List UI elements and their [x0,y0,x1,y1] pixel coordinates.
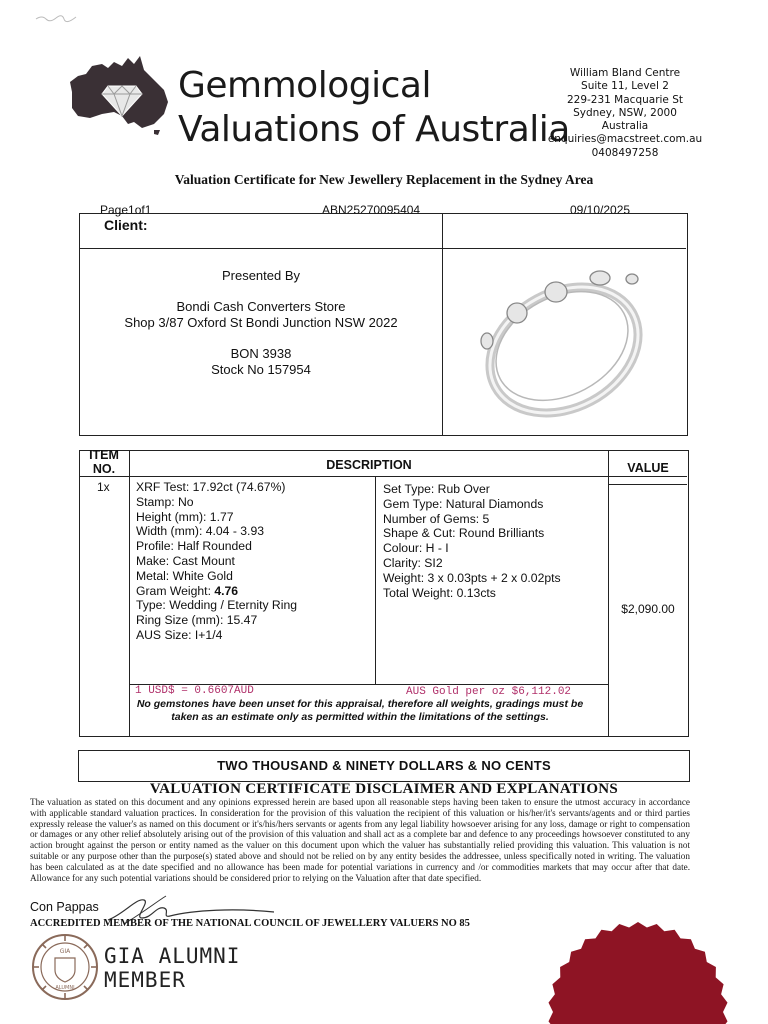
client-column-divider [442,213,443,435]
presented-block [80,268,442,379]
gia-seal-logo [30,932,100,1002]
address-line: Australia [601,120,649,133]
store-code: BON 3938 [230,345,292,361]
spec-line: Profile: Half Rounded [136,539,252,554]
appraisal-note [120,698,600,724]
store-name: Bondi Cash Converters Store [176,298,346,314]
phone-number: 0408497258 [591,146,659,159]
shield-icon [55,958,75,982]
item-value: $2,090.00 [621,602,675,616]
spec-line: Shape & Cut: Round Brilliants [383,526,545,541]
ring-photo [460,260,660,430]
table-col-divider [129,450,130,736]
page-number: Page1of1 [100,203,152,217]
red-wax-seal [548,902,728,1024]
gem-specs-right [383,482,561,600]
description-divider [375,477,376,684]
item-header-line2: NO. [92,462,116,476]
email-link[interactable]: enquiries@macstreet.com.au [547,133,703,146]
spec-line: Gem Type: Natural Diamonds [383,496,544,511]
diamond-icon [481,271,638,349]
spec-line: Clarity: SI2 [383,555,443,570]
exchange-rate: 1 USD$ = 0.6607AUD [135,685,254,697]
corner-scribble-icon [34,12,84,24]
spec-line: Type: Wedding / Eternity Ring [136,598,298,613]
spec-line: Width (mm): 4.04 - 3.93 [136,524,265,539]
company-name-line1: Gemmological [178,65,431,106]
certificate-title: Valuation Certificate for New Jewellery Replacement in the Sydney Area [174,172,594,187]
company-address [540,67,710,160]
description-header: DESCRIPTION [326,458,412,472]
disclaimer-title: VALUATION CERTIFICATE DISCLAIMER AND EXPLANATIONS [149,781,619,797]
seal-bottom-text: ALUMNI [55,985,75,991]
address-line: Sydney, NSW, 2000 [573,106,677,119]
disclaimer-text: The valuation as stated on this document and any opinions expressed herein are based upon all reasonable steps having been taken to ensure the utmost accuracy in accordance with applicable standard valuation practices. In consideration for the provision of this valuation the recipient of this valuation or his/her/it's servants/agents and or third parties expressly release the valuer's as named on this document or it's/his/hers servants or agents from any legal liability howsoever arising for any loss, damage or right to compensation or damages or any other relief absolutely arising out of the provision of this valuation and shall act as a complete bar and defence to any proceedings howsoever constituted to any action brought against the person or entity named as the valuer on this document upon which the valuer has substantially relied providing this valuation. This valuation is not suitable or any purpose other than the purpose(s) stated above and should not be relied on by any entity besides the addressee, unless specifically noted in writing. The valuation has been calculated as at the date specified and no allowance has been made for potential variations in currency and /or commodities markets that may occur after that date. Allowance for any such potential variations should be considered prior to relying on the Valuation after that date specified. [30,797,690,883]
gram-weight-value: 4.76 [214,583,239,598]
value-header: VALUE [627,461,669,475]
spec-line: Make: Cast Mount [136,553,235,568]
table-value-header-divider [608,484,687,485]
presented-by-label: Presented By [221,268,301,283]
amount-in-words: TWO THOUSAND & NINETY DOLLARS & NO CENTS [78,750,690,782]
gia-line1: GIA ALUMNI [104,944,241,968]
note-line: No gemstones have been unset for this appraisal, therefore all weights, gradings must be [136,698,584,710]
company-name-line2: Valuations of Australia [178,109,570,150]
company-name [178,64,570,152]
client-divider [79,248,686,249]
gram-weight-line [136,584,297,599]
item-no-header [79,448,129,476]
spec-line: AUS Size: I+1/4 [136,627,223,642]
note-line: taken as an estimate only as permitted within the limitations of the settings. [171,711,549,723]
item-header-line1: ITEM [89,448,119,462]
spec-line: Colour: H - I [383,541,449,556]
gia-line2: MEMBER [104,968,186,992]
ring-specs-left [136,480,297,643]
seal-top-text: GIA [59,948,71,955]
signer-name: Con Pappas [30,900,99,914]
item-quantity: 1x [97,480,110,494]
spec-line: Height (mm): 1.77 [136,509,234,524]
spec-line: Set Type: Rub Over [383,482,490,496]
table-header-divider [79,476,687,477]
abn-number: ABN25270095404 [322,203,421,217]
spec-line: Stamp: No [136,494,194,509]
spec-line: Number of Gems: 5 [383,511,490,526]
spec-line: Weight: 3 x 0.03pts + 2 x 0.02pts [383,570,561,585]
address-line: William Bland Centre [569,67,681,79]
stock-number: Stock No 157954 [211,362,311,377]
spec-line: Ring Size (mm): 15.47 [136,613,258,628]
spec-line: Total Weight: 0.13cts [383,585,496,600]
gia-alumni-text [104,944,240,992]
company-logo [62,52,182,136]
table-col-divider [608,450,609,736]
gram-weight-label: Gram Weight: [136,583,215,598]
address-line: Suite 11, Level 2 [581,80,669,93]
spec-line: Metal: White Gold [136,568,233,583]
gold-price: AUS Gold per oz $6,112.02 [406,686,572,698]
client-label: Client: [104,217,148,233]
store-address: Shop 3/87 Oxford St Bondi Junction NSW 2022 [124,315,398,330]
address-line: 229-231 Macquarie St [566,93,684,106]
spec-line: XRF Test: 17.92ct (74.67%) [136,480,286,494]
accreditation-line: ACCREDITED MEMBER OF THE NATIONAL COUNCIL OF JEWELLERY VALUERS NO 85 [30,918,470,929]
certificate-date: 09/10/2025 [570,203,631,217]
